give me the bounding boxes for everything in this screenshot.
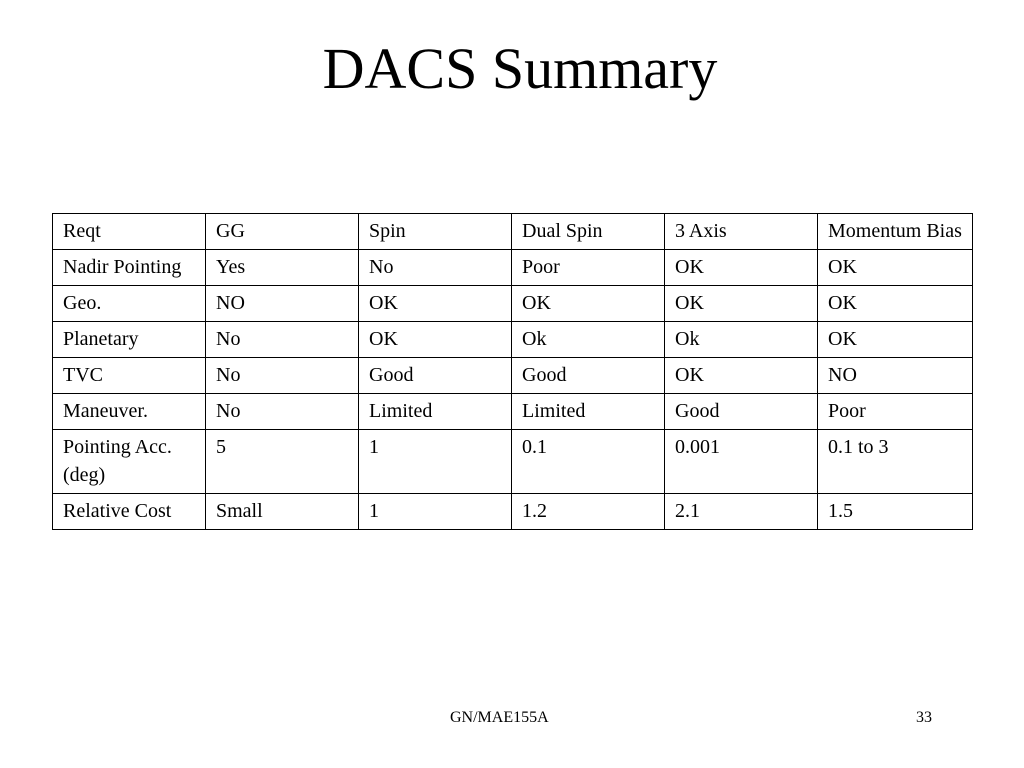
table-cell: 1 — [359, 430, 512, 494]
header-cell: GG — [206, 214, 359, 250]
header-cell: Reqt — [53, 214, 206, 250]
slide-title: DACS Summary — [322, 36, 718, 101]
table-cell: Small — [206, 494, 359, 530]
table-cell: 0.001 — [665, 430, 818, 494]
table-cell: 5 — [206, 430, 359, 494]
table-cell: OK — [818, 322, 973, 358]
table-cell: 1 — [359, 494, 512, 530]
table-cell: OK — [818, 250, 973, 286]
header-cell: Dual Spin — [512, 214, 665, 250]
table-row — [53, 322, 973, 358]
row-label-cell: TVC — [53, 358, 206, 394]
table-cell: Limited — [512, 394, 665, 430]
table-cell: Yes — [206, 250, 359, 286]
table-cell: Ok — [665, 322, 818, 358]
table-cell: OK — [818, 286, 973, 322]
footer-course-label: GN/MAE155A — [450, 709, 549, 726]
table-cell: 0.1 — [512, 430, 665, 494]
table-cell: Good — [665, 394, 818, 430]
table-cell: Limited — [359, 394, 512, 430]
table-row — [53, 358, 973, 394]
header-cell: 3 Axis — [665, 214, 818, 250]
table-cell: 0.1 to 3 — [818, 430, 973, 494]
table-cell: No — [359, 250, 512, 286]
row-label-cell: Geo. — [53, 286, 206, 322]
table-cell: OK — [665, 286, 818, 322]
table-cell: OK — [665, 250, 818, 286]
table-row — [53, 286, 973, 322]
row-label-cell: Nadir Pointing — [53, 250, 206, 286]
table-cell: 1.5 — [818, 494, 973, 530]
header-cell: Momentum Bias — [818, 214, 973, 250]
row-label-cell: Maneuver. — [53, 394, 206, 430]
row-label-cell: Planetary — [53, 322, 206, 358]
table-cell: OK — [359, 322, 512, 358]
table-cell: Poor — [512, 250, 665, 286]
table-cell: OK — [512, 286, 665, 322]
table-cell: No — [206, 322, 359, 358]
table-cell: Poor — [818, 394, 973, 430]
table-cell: No — [206, 394, 359, 430]
row-label-cell: Relative Cost — [53, 494, 206, 530]
table-cell: OK — [359, 286, 512, 322]
table-cell: Ok — [512, 322, 665, 358]
table-row — [53, 494, 973, 530]
slide-page-number: 33 — [916, 709, 932, 726]
table-cell: NO — [818, 358, 973, 394]
table-row — [53, 250, 973, 286]
table-cell: 1.2 — [512, 494, 665, 530]
table-cell: Good — [359, 358, 512, 394]
table-row — [53, 430, 973, 494]
table-cell: NO — [206, 286, 359, 322]
header-cell: Spin — [359, 214, 512, 250]
table-row — [53, 394, 973, 430]
dacs-summary-table — [52, 213, 973, 530]
table-cell: No — [206, 358, 359, 394]
table-cell: 2.1 — [665, 494, 818, 530]
table-header-row — [53, 214, 973, 250]
table-cell: Good — [512, 358, 665, 394]
table-cell: OK — [665, 358, 818, 394]
row-label-cell: Pointing Acc. (deg) — [53, 430, 206, 494]
